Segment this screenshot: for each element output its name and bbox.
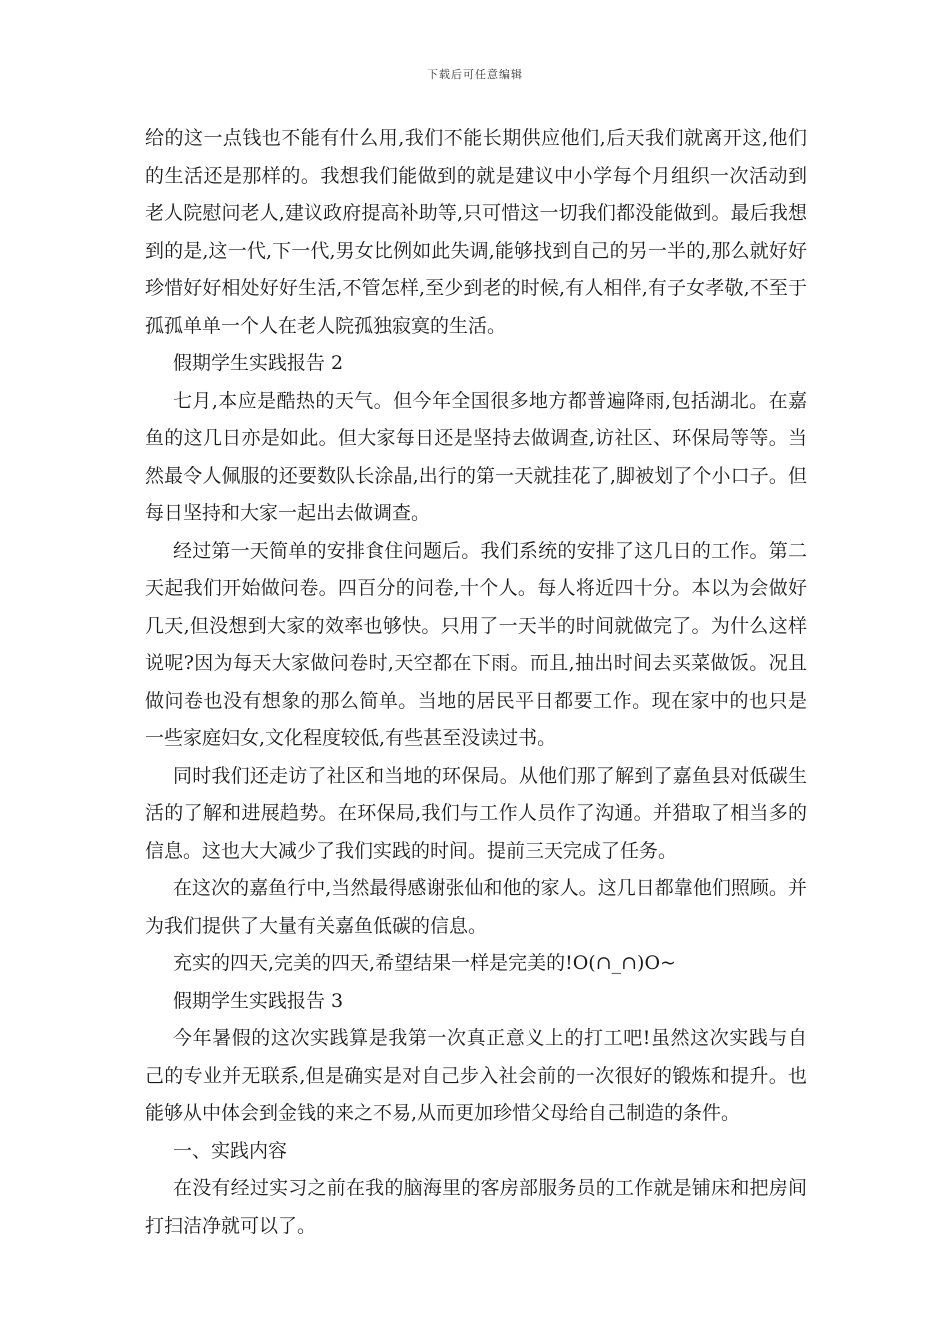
page-header: 下载后可任意编辑 <box>427 68 523 81</box>
paragraph: 经过第一天简单的安排食住问题后。我们系统的安排了这几日的工作。第二天起我们开始做问卷。四百分的问卷,十个人。每人将近四十分。本以为会做好几天,但没想到大家的效率也够快。只用了一天半的时间就做完了。为什么这样说呢?因为每天大家做问卷时,天空都在下雨。而且,抽出时间去买菜做饭。况且做问卷也没有想象的那么简单。当地的居民平日都要工作。现在家中的也只是一些家庭妇女,文化程度较低,有些甚至没读过书。 <box>145 539 807 749</box>
paragraph: 在没有经过实习之前在我的脑海里的客房部服务员的工作就是铺床和把房间打扫洁净就可以了。 <box>145 1177 807 1237</box>
section-heading: 假期学生实践报告 3 <box>173 989 344 1012</box>
paragraph: 充实的四天,完美的四天,希望结果一样是完美的!O(∩_∩)O~ <box>173 952 676 974</box>
section-subheading: 一、实践内容 <box>173 1139 288 1162</box>
paragraph: 七月,本应是酷热的天气。但今年全国很多地方都普遍降雨,包括湖北。在嘉鱼的这几日亦是如此。但大家每日还是坚持去做调查,访社区、环保局等等。当然最令人佩服的还要数队长涂晶,出行的第一天就挂花了,脚被划了个小口子。但每日坚持和大家一起出去做调查。 <box>145 389 807 524</box>
paragraph: 同时我们还走访了社区和当地的环保局。从他们那了解到了嘉鱼县对低碳生活的了解和进展趋势。在环保局,我们与工作人员作了沟通。并猎取了相当多的信息。这也大大减少了我们实践的时间。提前三天完成了任务。 <box>145 764 807 862</box>
paragraph: 给的这一点钱也不能有什么用,我们不能长期供应他们,后天我们就离开这,他们的生活还是那样的。我想我们能做到的就是建议中小学每个月组织一次活动到老人院慰问老人,建议政府提高补助等,只可惜这一切我们都没能做到。最后我想到的是,这一代,下一代,男女比例如此失调,能够找到自己的另一半的,那么就好好珍惜好好相处好好生活,不管怎样,至少到老的时候,有人相伴,有子女孝敬,不至于孤孤单单一个人在老人院孤独寂寞的生活。 <box>145 127 807 337</box>
paragraph: 今年暑假的这次实践算是我第一次真正意义上的打工吧!虽然这次实践与自己的专业并无联系,但是确实是对自己步入社会前的一次很好的锻炼和提升。也能够从中体会到金钱的来之不易,从而更加珍惜父母给自己制造的条件。 <box>145 1027 807 1124</box>
paragraph: 在这次的嘉鱼行中,当然最得感谢张仙和他的家人。这几日都靠他们照顾。并为我们提供了大量有关嘉鱼低碳的信息。 <box>145 877 807 937</box>
section-heading: 假期学生实践报告 2 <box>173 352 344 374</box>
document-body <box>145 120 807 1245</box>
